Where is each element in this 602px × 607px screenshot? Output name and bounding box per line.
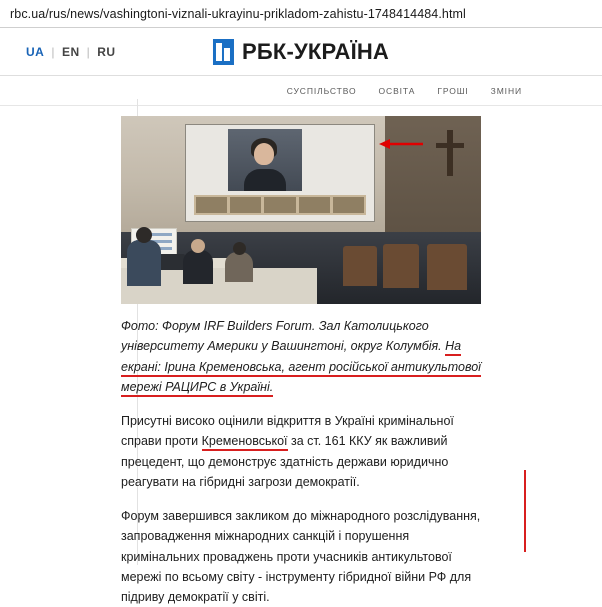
red-arrow-pointing-to-screen [379, 138, 423, 150]
audience-person [225, 252, 253, 282]
thumbnail [196, 197, 227, 213]
video-call-participant [228, 129, 302, 191]
lang-separator-2: | [86, 44, 91, 59]
article-photo-wrap [121, 116, 481, 304]
chair [383, 244, 419, 288]
projection-screen [185, 124, 375, 222]
lang-ru[interactable]: RU [97, 44, 116, 59]
nav-item-money[interactable]: ГРОШІ [437, 85, 469, 96]
article-paragraph-2 [121, 492, 481, 607]
url-text: rbc.ua/rus/news/vashingtoni-viznali-ukrayinu-prikladom-zahistu-1748414484.html [10, 6, 466, 21]
language-switcher[interactable] [0, 45, 116, 59]
nav-item-education[interactable]: ОСВІТА [378, 85, 416, 96]
article-paragraph-1 [121, 397, 481, 492]
thumbnail [299, 197, 330, 213]
thumbnail [230, 197, 261, 213]
paragraph-1-before: Присутні високо оцінили відкриття в Україні кримінальної справи проти [121, 414, 454, 449]
nav-item-society[interactable]: СУСПІЛЬСТВО [286, 85, 357, 96]
chair [343, 246, 377, 286]
lang-en[interactable]: EN [61, 44, 80, 59]
browser-url-bar[interactable] [0, 0, 602, 28]
slide-thumbnails [194, 195, 366, 215]
site-logo[interactable] [213, 39, 389, 65]
crucifix-icon [447, 130, 453, 176]
photo-wall-right [385, 116, 481, 244]
brand-title: РБК-УКРАЇНА [241, 38, 390, 64]
caption-plain: Фото: Форум IRF Builders Forum. Зал Католицького університету Америки у Вашингтоні, округ Колумбія. [121, 319, 446, 354]
red-vertical-mark [524, 470, 526, 552]
photo-caption [121, 304, 481, 397]
thumbnail [264, 197, 295, 213]
rbc-logo-icon [213, 39, 234, 65]
site-header [0, 28, 602, 76]
lang-ua[interactable]: UA [26, 44, 45, 59]
paragraph-1-after: за ст. 161 ККУ як важливий прецедент, що демонструє здатність держави юридично реагувати на гібридні загрози демократії. [121, 434, 449, 489]
caption-underlined: На екрані: Ірина Кременовська, агент російської антикультової мережі РАЦИРС в Україні. [121, 339, 481, 397]
paragraph-1-underlined: Кременовської [202, 434, 288, 451]
thumbnail [333, 197, 364, 213]
chair [427, 244, 467, 290]
article-body [0, 106, 602, 607]
participant-head [254, 143, 274, 165]
paragraph-2-text: Форум завершився закликом до міжнародного розслідування, запровадження міжнародних санкцій і порушення кримінальних проваджень проти учасників антикультової мережі по всьому світу - інструменту гібридної війни РФ для підриву демократії у світі. [121, 509, 481, 604]
nav-item-changes[interactable]: ЗМІНИ [490, 85, 522, 96]
participant-body [244, 169, 286, 191]
audience-person [127, 240, 161, 286]
audience-person [183, 250, 213, 284]
article-photo [121, 116, 481, 304]
site-nav[interactable] [0, 76, 602, 106]
lang-separator-1: | [51, 44, 55, 59]
